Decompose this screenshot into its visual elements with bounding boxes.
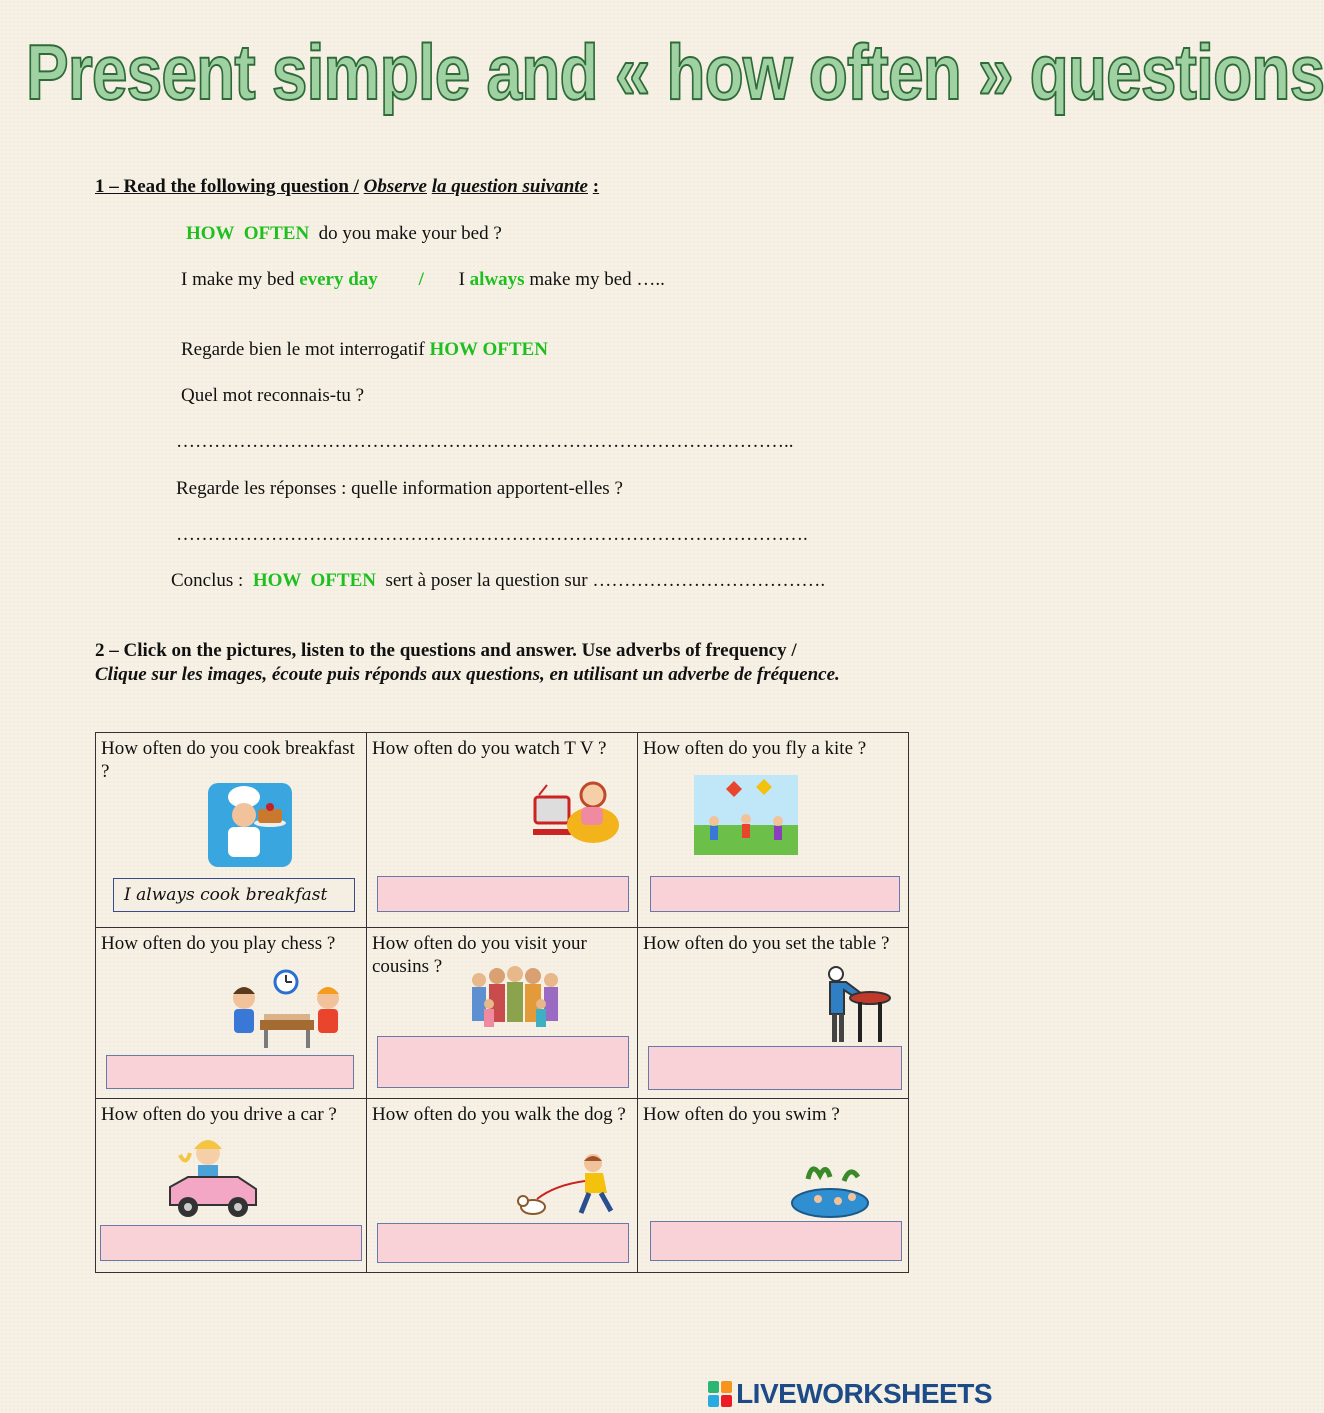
cell-table bbox=[638, 928, 909, 1099]
conclusion-keyword: HOW OFTEN bbox=[252, 570, 376, 591]
answer1-pre: I make my bed bbox=[181, 269, 295, 290]
question-text: How often do you swim ? bbox=[643, 1104, 840, 1125]
question-text: How often do you play chess ? bbox=[101, 933, 336, 954]
logo-text: LIVEWORKSHEETS bbox=[736, 1378, 992, 1409]
answer-box[interactable] bbox=[377, 1036, 629, 1088]
answer1-frequency: every day bbox=[299, 269, 378, 290]
family-icon[interactable] bbox=[465, 964, 565, 1032]
answer-box[interactable] bbox=[106, 1055, 354, 1089]
cell-dog bbox=[367, 1099, 638, 1273]
section1-heading bbox=[95, 176, 599, 198]
car-icon[interactable] bbox=[166, 1133, 260, 1223]
section1-heading-italic2: la question suivante bbox=[431, 176, 588, 197]
question-text: How often do you set the table ? bbox=[643, 933, 890, 954]
conclusion bbox=[171, 570, 825, 592]
answer-box[interactable] bbox=[648, 1046, 902, 1090]
question-text: How often do you drive a car ? bbox=[101, 1104, 337, 1125]
look-instruction bbox=[181, 339, 548, 361]
dots-line-2[interactable]: ………………………………………………………………………………………. bbox=[176, 524, 808, 545]
cell-chess bbox=[96, 928, 367, 1099]
liveworksheets-logo[interactable] bbox=[708, 1379, 992, 1409]
answer2-adverb: always bbox=[469, 269, 525, 290]
answer-box[interactable] bbox=[100, 1225, 362, 1261]
dog-icon[interactable] bbox=[515, 1151, 617, 1221]
answer-box[interactable] bbox=[650, 876, 900, 912]
answer2-pre: I bbox=[458, 269, 465, 290]
chess-icon[interactable] bbox=[226, 968, 348, 1050]
cell-tv bbox=[367, 733, 638, 928]
look-text: Regarde bien le mot interrogatif bbox=[181, 339, 425, 360]
answer-box[interactable] bbox=[650, 1221, 902, 1261]
question-text: How often do you fly a kite ? bbox=[643, 738, 867, 759]
which-word-question: Quel mot reconnais-tu ? bbox=[181, 385, 365, 406]
answer-box[interactable] bbox=[377, 1223, 629, 1263]
look-keyword: HOW OFTEN bbox=[429, 339, 548, 360]
swim-icon[interactable] bbox=[788, 1159, 872, 1219]
conclusion-post[interactable]: sert à poser la question sur ………………………………. bbox=[385, 570, 826, 591]
kite-icon[interactable] bbox=[694, 775, 798, 855]
liveworksheets-logo-icon bbox=[708, 1381, 732, 1407]
cell-swim bbox=[638, 1099, 909, 1273]
tv-icon[interactable] bbox=[529, 765, 623, 859]
example-question bbox=[186, 223, 502, 245]
section1-heading-bold: 1 – Read the following question / bbox=[95, 176, 359, 197]
look-answers-question: Regarde les réponses : quelle information apportent-elles ? bbox=[176, 478, 623, 499]
answer-box[interactable]: I always cook breakfast bbox=[113, 878, 355, 912]
cell-cousins bbox=[367, 928, 638, 1099]
question-text: How often do you watch T V ? bbox=[372, 738, 607, 759]
how-often-keyword: HOW OFTEN bbox=[186, 223, 310, 244]
conclusion-pre: Conclus : bbox=[171, 570, 244, 591]
cell-car bbox=[96, 1099, 367, 1273]
question-text: How often do you walk the dog ? bbox=[372, 1104, 626, 1125]
answer-box[interactable] bbox=[377, 876, 629, 912]
section1-heading-colon: : bbox=[592, 176, 600, 197]
answer-separator: / bbox=[418, 269, 424, 290]
chef-icon[interactable] bbox=[208, 783, 292, 867]
section1-heading-italic1: Observe bbox=[363, 176, 427, 197]
example-question-rest: do you make your bed ? bbox=[318, 223, 502, 244]
cell-cook bbox=[96, 733, 367, 928]
dots-line-1[interactable]: …………………………………………………………………………………….. bbox=[176, 431, 794, 452]
question-text: How often do you visit your cousins ? bbox=[372, 933, 587, 977]
table-icon[interactable] bbox=[822, 964, 892, 1044]
example-answers bbox=[181, 269, 665, 291]
answer2-post: make my bed ….. bbox=[529, 269, 665, 290]
section2-heading-french: Clique sur les images, écoute puis réponds aux questions, en utilisant un adverbe de fréquence. bbox=[95, 664, 840, 685]
cell-kite bbox=[638, 733, 909, 928]
exercise-grid bbox=[95, 732, 909, 1273]
section2-heading: 2 – Click on the pictures, listen to the questions and answer. Use adverbs of frequency / bbox=[95, 640, 797, 661]
question-text: How often do you cook breakfast ? bbox=[101, 738, 355, 782]
page-title: Present simple and « how often » questions bbox=[26, 28, 1324, 116]
